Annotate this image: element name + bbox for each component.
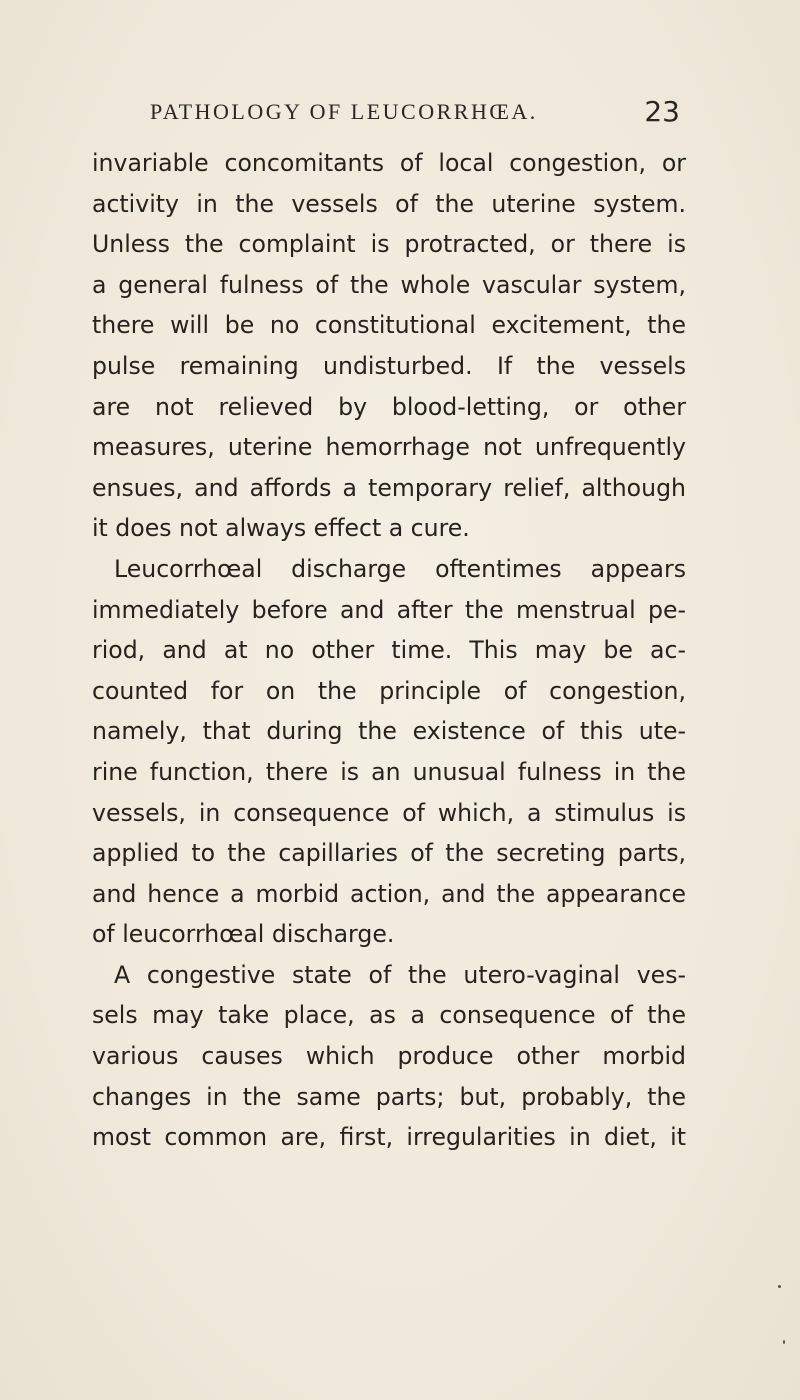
text-line: immediately before and after the menstrual pe- bbox=[92, 595, 686, 624]
text-line: applied to the capillaries of the secreting parts, bbox=[92, 839, 686, 868]
text-line: A congestive state of the utero-vaginal ves- bbox=[114, 960, 686, 989]
text-line: are not relieved by blood-letting, or other bbox=[92, 392, 686, 421]
text-line: riod, and at no other time. This may be ac- bbox=[92, 636, 686, 665]
text-line: of leucorrhœal discharge. bbox=[92, 920, 395, 949]
text-line: sels may take place, as a consequence of the bbox=[92, 1001, 686, 1030]
text-line: counted for on the principle of congestion, bbox=[92, 676, 686, 705]
text-line: a general fulness of the whole vascular system, bbox=[92, 270, 686, 299]
text-line: Leucorrhœal discharge oftentimes appears bbox=[114, 554, 686, 583]
text-line: it does not always effect a cure. bbox=[92, 514, 470, 543]
text-line: Unless the complaint is protracted, or there is bbox=[92, 230, 686, 259]
text-line: invariable concomitants of local congestion, or bbox=[92, 149, 686, 177]
text-line: activity in the vessels of the uterine system. bbox=[92, 189, 686, 218]
text-line: various causes which produce other morbid bbox=[92, 1042, 686, 1071]
text-line: measures, uterine hemorrhage not unfrequently bbox=[92, 433, 686, 462]
page-number: 23 bbox=[644, 95, 680, 128]
paper-speck bbox=[778, 1285, 781, 1288]
text-line: there will be no constitutional excitement, the bbox=[92, 311, 686, 340]
text-line: vessels, in consequence of which, a stimulus is bbox=[92, 798, 686, 827]
text-line: ensues, and affords a temporary relief, although bbox=[92, 473, 686, 502]
text-line: rine function, there is an unusual fulness in the bbox=[92, 757, 686, 786]
text-line: most common are, first, irregularities in diet, it bbox=[92, 1123, 686, 1152]
page-header bbox=[150, 95, 680, 135]
text-line: and hence a morbid action, and the appearance bbox=[92, 879, 686, 908]
text-line: pulse remaining undisturbed. If the vessels bbox=[92, 351, 686, 380]
text-line: namely, that during the existence of this ute- bbox=[92, 717, 686, 746]
paper-speck bbox=[783, 1340, 785, 1344]
text-line: changes in the same parts; but, probably, the bbox=[92, 1082, 686, 1111]
body-text bbox=[92, 143, 686, 1158]
running-head: PATHOLOGY OF LEUCORRHŒA. bbox=[150, 99, 538, 124]
